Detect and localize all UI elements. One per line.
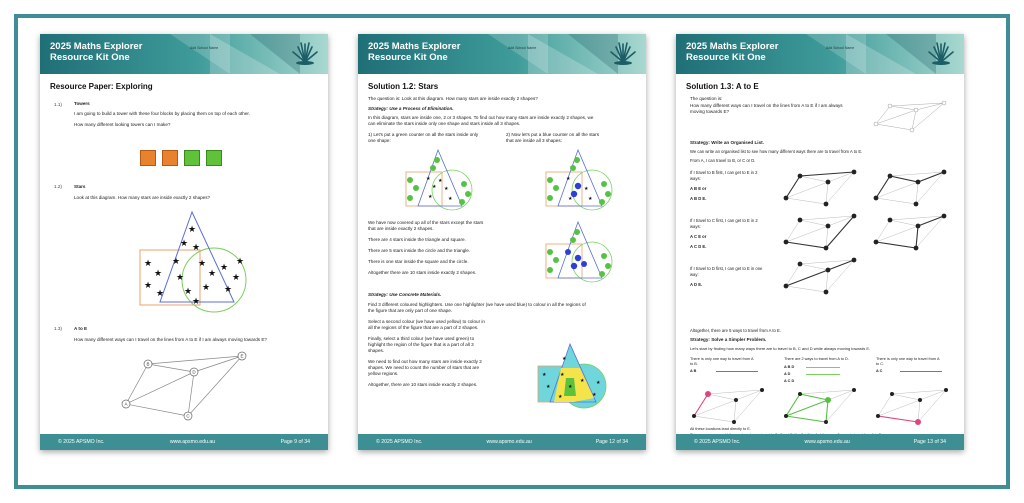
svg-text:★: ★ xyxy=(198,259,207,269)
svg-text:★: ★ xyxy=(588,196,593,202)
strategy-heading: Strategy: Write an Organised List. xyxy=(690,140,764,145)
body-text: can eliminate the stars inside only one shape and stars inside all 3 shapes. xyxy=(368,121,521,126)
page-footer xyxy=(40,434,328,450)
page-solution-stars xyxy=(358,34,646,450)
body-text: There is one star inside the square and the circle. xyxy=(368,259,469,264)
path-text: A D E. xyxy=(690,282,703,287)
footer-url: www.apsmo.edu.au xyxy=(169,439,216,445)
highlight-line xyxy=(716,371,758,372)
body-text: Altogether, there are 5 ways to travel from A to E. xyxy=(690,328,782,333)
svg-text:★: ★ xyxy=(580,378,585,384)
paths-mini-diagram xyxy=(872,100,950,134)
svg-text:★: ★ xyxy=(192,243,201,253)
body-text: to B. xyxy=(690,362,698,366)
svg-text:★: ★ xyxy=(428,194,433,200)
banner-title: 2025 Maths Explorer Resource Kit One xyxy=(368,41,461,63)
body-text: If I travel to C first, I can get to E in 2 xyxy=(690,218,758,223)
svg-text:★: ★ xyxy=(154,269,163,279)
page-title: Resource Paper: Exploring xyxy=(50,82,153,91)
stars-green-counters-diagram xyxy=(404,148,482,214)
body-text: There is only one way to travel from A xyxy=(690,357,754,361)
question-text: Look at this diagram. How many stars are inside exactly 2 shapes? xyxy=(74,195,211,200)
svg-text:★: ★ xyxy=(220,263,229,273)
body-text: There are 5 stars inside the circle and the triangle. xyxy=(368,248,471,253)
agave-logo-icon xyxy=(290,38,320,68)
body-text: Finally, select a third colour (we have used green) to xyxy=(368,336,475,341)
body-text: one shape: xyxy=(368,138,391,143)
body-text: to C. xyxy=(876,362,885,366)
svg-text:★: ★ xyxy=(560,372,565,378)
footer-copyright: © 2025 APSMO Inc. xyxy=(694,439,741,445)
body-text: 1) Let's put a green counter on all the stars inside only xyxy=(368,132,479,137)
body-text: way: xyxy=(690,272,699,277)
highlight-line xyxy=(806,374,840,375)
page-title: Solution 1.2: Stars xyxy=(368,82,439,91)
page-banner xyxy=(40,34,328,74)
question-text: I am going to build a tower with these four blocks by placing them on top of each other. xyxy=(74,111,250,116)
svg-text:★: ★ xyxy=(224,285,233,295)
path-text: A C D E. xyxy=(690,244,707,249)
page-footer xyxy=(676,434,964,450)
orange-block xyxy=(162,150,178,166)
body-text: In this diagram, stars are inside one, 2 or 3 shapes. To find out how many stars are inside exactly 2 shapes, we xyxy=(368,115,594,120)
school-name-placeholder: Add School Name xyxy=(508,46,537,50)
body-text: Find 3 different coloured highlighters. Use one highlighter (we have used blue) to colour in all the regions of xyxy=(368,302,586,307)
banner-title: 2025 Maths Explorer Resource Kit One xyxy=(686,41,779,63)
footer-url: www.apsmo.edu.au xyxy=(486,439,532,445)
svg-text:★: ★ xyxy=(584,186,589,192)
question-text: The question is: xyxy=(690,96,723,101)
body-text: all the regions of the figure that are a part of 2 shapes. xyxy=(368,325,479,330)
body-text: We have now covered up all of the stars except the stars xyxy=(368,220,484,225)
orange-block xyxy=(140,150,156,166)
svg-text:★: ★ xyxy=(592,392,597,398)
page-solution-a-to-e xyxy=(676,34,964,450)
stars-diagram xyxy=(136,210,266,320)
path-text: A C xyxy=(876,369,883,373)
path-text: A B D xyxy=(784,365,795,369)
svg-text:★: ★ xyxy=(156,289,165,299)
question-number: 1.2) xyxy=(54,184,62,189)
svg-text:★: ★ xyxy=(596,380,601,386)
node-label: C xyxy=(186,413,190,419)
question-text: moving towards E? xyxy=(690,109,730,114)
question-number: 1.3) xyxy=(54,326,62,331)
footer-page-number: Page 12 of 34 xyxy=(595,439,628,445)
body-text: Altogether, there are 10 stars inside exactly 2 shapes. xyxy=(368,382,478,387)
path-graphs xyxy=(782,168,952,294)
agave-logo-icon xyxy=(608,38,638,68)
body-text: If I travel to B first, I can get to E in 2 xyxy=(690,170,758,175)
question-title: Stars xyxy=(74,184,86,189)
paths-diagram xyxy=(120,352,270,428)
page-banner xyxy=(358,34,646,74)
question-title: Towers xyxy=(74,101,90,106)
body-text: that are inside exactly 2 shapes. xyxy=(368,226,434,231)
svg-text:★: ★ xyxy=(562,356,567,362)
svg-text:★: ★ xyxy=(426,176,431,182)
path-text: A D xyxy=(784,372,791,376)
svg-text:★: ★ xyxy=(202,283,211,293)
question-text: How many different ways can I travel on the lines from A to E if I am always xyxy=(690,103,843,108)
body-text: ways: xyxy=(690,224,701,229)
svg-text:★: ★ xyxy=(558,394,563,400)
path-text: A C E or xyxy=(690,234,707,239)
body-text: Altogether there are 10 stars inside exactly 2 shapes. xyxy=(368,270,477,275)
svg-text:★: ★ xyxy=(184,287,193,297)
green-block xyxy=(184,150,200,166)
body-text: shapes. We need to count the number of stars that are xyxy=(368,365,479,370)
svg-text:★: ★ xyxy=(546,384,551,390)
path-text: A B E or xyxy=(690,186,707,191)
body-text: the figure that are only part of one shape. xyxy=(368,308,453,313)
body-text: There is only one way to travel from A xyxy=(876,357,940,361)
page-exploring xyxy=(40,34,328,450)
node-label: D xyxy=(192,369,196,375)
footer-url: www.apsmo.edu.au xyxy=(804,439,850,445)
body-text: We need to find out how many stars are inside exactly 2 xyxy=(368,359,482,364)
body-text: There are 4 stars inside the triangle and square. xyxy=(368,237,466,242)
simpler-problem-graphs xyxy=(690,386,950,424)
body-text: ways: xyxy=(690,176,701,181)
svg-text:★: ★ xyxy=(144,281,153,291)
footer-copyright: © 2025 APSMO Inc. xyxy=(58,439,105,445)
body-text: There are 2 ways to travel from A to D. xyxy=(784,357,849,361)
strategy-heading: Strategy: Use a Process of Elimination. xyxy=(368,106,454,111)
svg-text:★: ★ xyxy=(192,297,201,307)
path-text: A B xyxy=(690,369,697,373)
body-text: Let's start by finding how many ways there are to travel to B, C and D while always moving towards E. xyxy=(690,346,871,351)
svg-text:★: ★ xyxy=(448,196,453,202)
svg-text:★: ★ xyxy=(144,259,153,269)
strategy-heading: Strategy: Use Concrete Materials. xyxy=(368,292,442,297)
svg-text:★: ★ xyxy=(180,239,189,249)
question-text: How many different looking towers can I make? xyxy=(74,122,171,127)
svg-text:★: ★ xyxy=(542,372,547,378)
node-label: B xyxy=(146,361,150,367)
body-text: From A, I can travel to B, or C or D. xyxy=(690,158,756,163)
school-name-placeholder: Add School Name xyxy=(190,46,219,50)
path-text: A B D E. xyxy=(690,196,707,201)
green-block xyxy=(206,150,222,166)
body-text: highlight the region of the figure that is a part of all 3 xyxy=(368,342,474,347)
body-text: shapes. xyxy=(368,348,385,353)
stars-blue-counters-diagram xyxy=(544,148,622,214)
body-text: that are inside all 3 shapes: xyxy=(506,138,562,143)
page-title: Solution 1.3: A to E xyxy=(686,82,759,91)
footer-page-number: Page 13 of 34 xyxy=(913,439,946,445)
body-text: 2) Now let's put a blue counter on all the stars xyxy=(506,132,600,137)
footer-copyright: © 2025 APSMO Inc. xyxy=(376,439,423,445)
body-text: yellow regions. xyxy=(368,371,399,376)
svg-text:★: ★ xyxy=(208,269,217,279)
svg-text:★: ★ xyxy=(568,384,573,390)
banner-title: 2025 Maths Explorer Resource Kit One xyxy=(50,41,143,63)
body-text: Select a second colour (we have used yellow) to colour in xyxy=(368,319,485,324)
strategy-heading: Strategy: Solve a Simpler Problem. xyxy=(690,337,767,342)
footer-page-number: Page 9 of 34 xyxy=(280,439,310,445)
node-label: A xyxy=(124,401,128,407)
school-name-placeholder: Add School Name xyxy=(826,46,855,50)
page-banner xyxy=(676,34,964,74)
svg-text:★: ★ xyxy=(438,178,443,184)
stars-highlighted-diagram xyxy=(536,342,614,412)
page-footer xyxy=(358,434,646,450)
svg-text:★: ★ xyxy=(188,225,197,235)
svg-text:★: ★ xyxy=(568,196,573,202)
highlight-line xyxy=(806,367,840,368)
agave-logo-icon xyxy=(926,38,956,68)
svg-text:★: ★ xyxy=(176,273,185,283)
svg-text:★: ★ xyxy=(232,273,241,283)
question-text: How many different ways can I travel on the lines from A to E if I am always moving towards E? xyxy=(74,337,267,342)
svg-text:★: ★ xyxy=(444,186,449,192)
body-text: If I travel to D first, I can get to E in one xyxy=(690,266,763,271)
svg-text:★: ★ xyxy=(172,257,181,267)
stars-covered-diagram xyxy=(544,220,622,286)
svg-text:★: ★ xyxy=(236,257,245,267)
path-text: A C D xyxy=(784,379,795,383)
svg-text:★: ★ xyxy=(566,176,571,182)
body-text: All these locations lead directly to E. xyxy=(690,427,751,431)
svg-text:★: ★ xyxy=(432,184,437,190)
highlight-line xyxy=(900,371,942,372)
question-title: A to E xyxy=(74,326,88,331)
question-number: 1.1) xyxy=(54,102,62,107)
body-text: We can write an organised list to see how many different ways there are to travel from A to E. xyxy=(690,149,863,154)
question-text: The question is: Look at this diagram. How many stars are inside exactly 2 shapes? xyxy=(368,96,538,101)
node-label: E xyxy=(240,353,244,359)
